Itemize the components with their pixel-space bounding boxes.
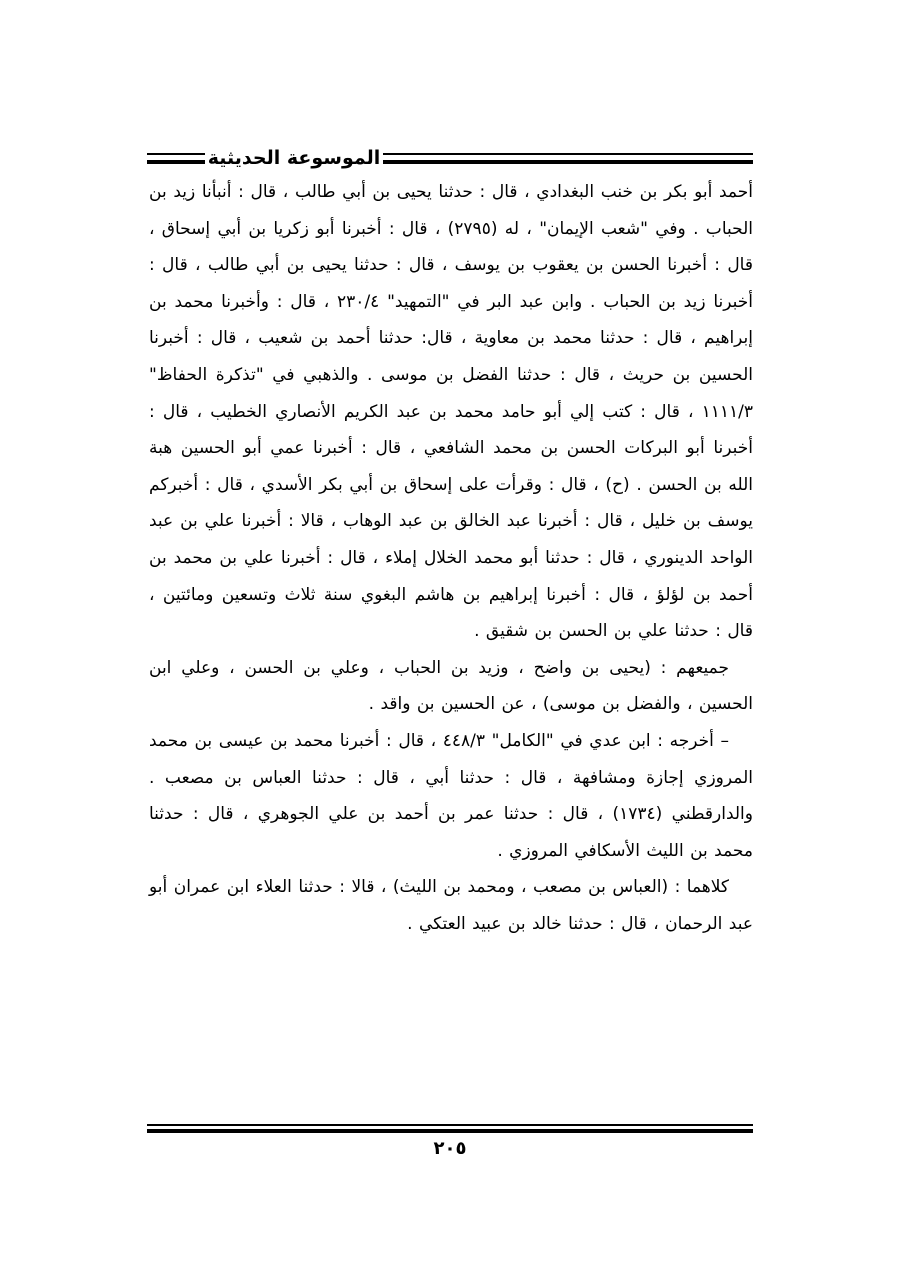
paragraph-takhrij: – أخرجه : ابن عدي في "الكامل" ٤٤٨/٣ ، قال : أخبرنا محمد بن عيسى بن محمد المروزي إجازة ومشافهة ، قال : حدثنا أبي ، قال : حدثنا العباس بن مصعب . والدارقطني (١٧٣٤) ، قال : حدثنا عمر بن أحمد بن علي الجوهري ، قال : حدثنا محمد بن الليث الأسكافي المروزي . <box>149 730 753 861</box>
header-rule-right <box>383 153 753 164</box>
page-title: الموسوعة الحديثية <box>207 147 381 169</box>
paragraph-isnad-chain: أحمد أبو بكر بن خنب البغدادي ، قال : حدثنا يحيى بن أبي طالب ، قال : أنبأنا زيد بن الحباب . وفي "شعب الإيمان" ، له (٢٧٩٥) ، قال : أخبرنا أبو زكريا بن أبي إسحاق ، قال : أخبرنا الحسن بن يعقوب بن يوسف ، قال : حدثنا يحيى بن أبي طالب ، قال : أخبرنا زيد بن الحباب . وابن عبد البر في "التمهيد" ٢٣٠/٤ ، قال : وأخبرنا محمد بن إبراهيم ، قال : حدثنا محمد بن معاوية ، قال: حدثنا أحمد بن شعيب ، قال : أخبرنا الحسين بن حريث ، قال : حدثنا الفضل بن موسى . والذهبي في "تذكرة الحفاظ" ١١١١/٣ ، قال : كتب إلي أبو حامد محمد بن عبد الكريم الأنصاري الخطيب ، قال : أخبرنا أبو البركات الحسن بن محمد الشافعي ، قال : أخبرنا عمي أبو الحسين هبة الله بن الحسن . (ح) ، قال : وقرأت على إسحاق بن أبي بكر الأسدي ، قال : أخبركم يوسف بن خليل ، قال : أخبرنا عبد الخالق بن عبد الوهاب ، قالا : أخبرنا علي بن عبد الواحد الدينوري ، قال : حدثنا أبو محمد الخلال إملاء ، قال : أخبرنا علي بن محمد بن أحمد بن لؤلؤ ، قال : أخبرنا إبراهيم بن هاشم البغوي سنة ثلاث وتسعين ومائتين ، قال : حدثنا علي بن الحسن بن شقيق . <box>149 182 754 642</box>
body-text <box>149 174 753 942</box>
page-number: ٢٠٥ <box>433 1138 467 1159</box>
footer-rule <box>147 1124 753 1133</box>
header-rule-left <box>147 153 205 164</box>
paragraph-summary: جميعهم : (يحيى بن واضح ، وزيد بن الحباب ، وعلي بن الحسن ، وعلي ابن الحسين ، والفضل بن موسى) ، عن الحسين بن واقد . <box>149 657 753 715</box>
running-header <box>147 140 753 176</box>
paragraph-conclusion: كلاهما : (العباس بن مصعب ، ومحمد بن الليث) ، قالا : حدثنا العلاء ابن عمران أبو عبد الرحمان ، قال : حدثنا خالد بن عبيد العتكي . <box>149 877 753 934</box>
